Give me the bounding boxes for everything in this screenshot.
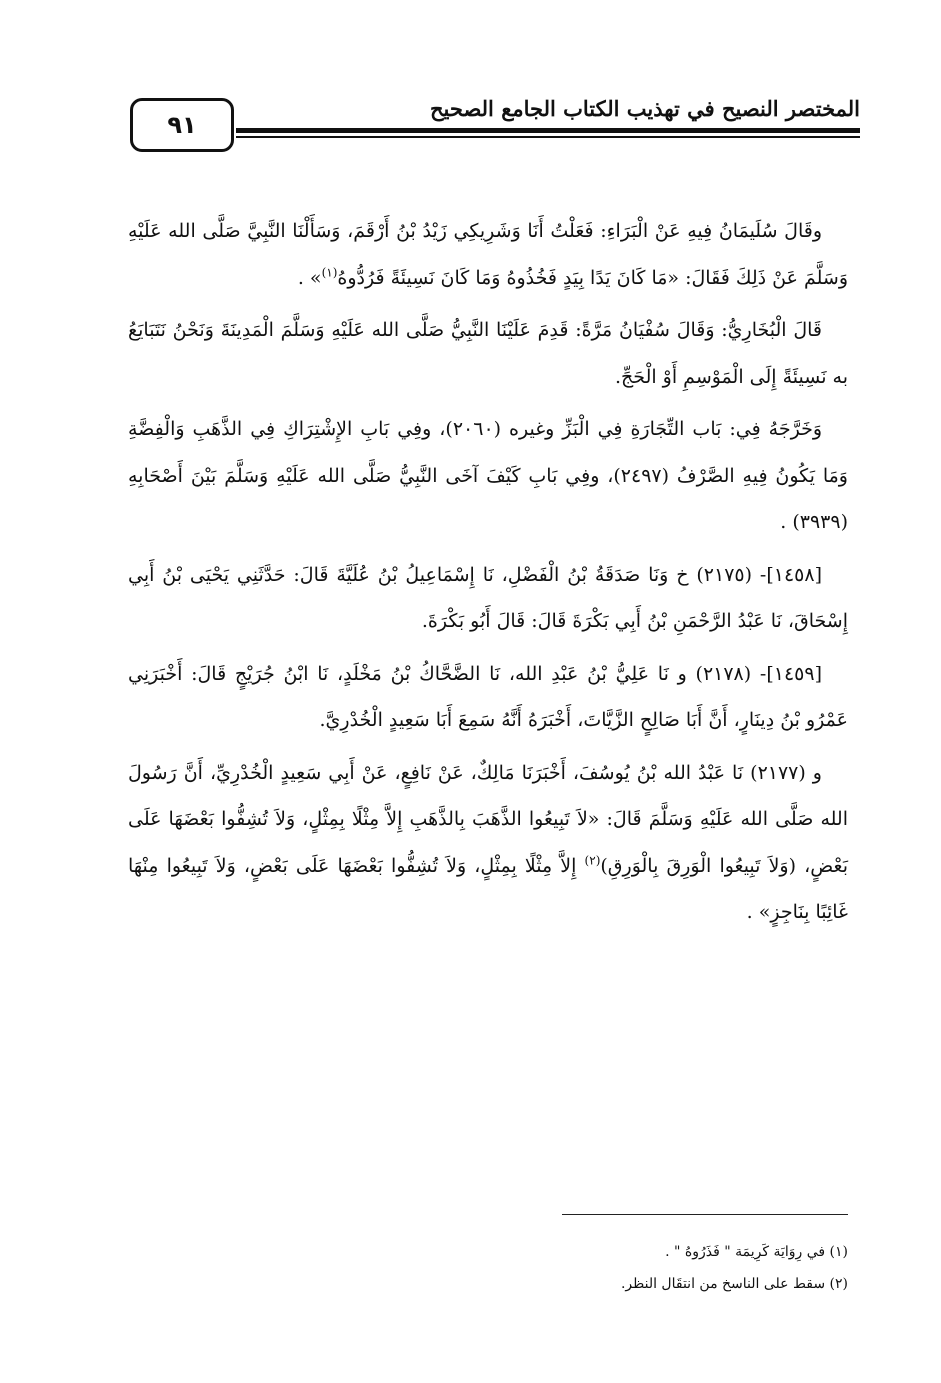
paragraph-takhrij: وَخَرَّجَهُ فِي: بَاب التِّجَارَةِ فِي الْبَزِّ وغيره (٢٠٦٠)، وفِي بَابِ الإِشْتِرَاكِ فِي الذَّهَبِ وَالْفِضَّةِ وَمَا يَكُونُ فِيهِ الصَّرْفُ (٢٤٩٧)، وفِي بَابِ كَيْفَ آخَى النَّبِيُّ صَلَّى الله عَلَيْهِ وَسَلَّمَ بَيْنَ أَصْحَابِهِ (٣٩٣٩) .: [128, 418, 848, 533]
footnote-separator: [562, 1214, 848, 1215]
footnote-ref-2: (٢): [584, 853, 601, 868]
hadith-1459: [١٤٥٩]- (٢١٧٨) و نَا عَلِيُّ بْنُ عَبْدِ الله، نَا الضَّحَّاكُ بْنُ مَخْلَدٍ، نَا ابْنُ جُرَيْجٍ قَالَ: أَخْبَرَنِي عَمْرُو بْنُ دِينَارٍ، أَنَّ أَبَا صَالِحٍ الزَّيَّاتَ، أَخْبَرَهُ أَنَّهُ سَمِعَ أَبَا سَعِيدٍ الْخُدْرِيَّ.: [128, 662, 848, 731]
footnote-1: (١) في رِوَايَة كَرِيمَة " فَذَرُوهُ " .: [665, 1244, 848, 1260]
footnote-ref-1: (١): [321, 265, 338, 280]
header-rule-thick: [236, 128, 860, 133]
footnotes: [400, 1236, 848, 1300]
footnote-2: (٢) سقط على الناسخ من انتقَال النظر.: [620, 1276, 848, 1292]
page-number-box: [130, 98, 234, 152]
paragraph-text-continued: إِلاَّ مِثْلًا بِمِثْلٍ، وَلاَ تُشِفُّوا بَعْضَهَا عَلَى بَعْضٍ، وَلاَ تَبِيعُوا مِنْهَا غَائِبًا بِنَاجِزٍ» .: [128, 854, 848, 923]
paragraph-2177: [128, 750, 848, 936]
page-header: [130, 92, 860, 154]
page-number: ٩١: [167, 111, 197, 139]
paragraph-text: و (٢١٧٧) نَا عَبْدُ الله بْنُ يُوسُفَ، أَخْبَرَنَا مَالِكٌ، عَنْ نَافِعٍ، عَنْ أَبِي سَعِيدٍ الْخُدْرِيِّ، أَنَّ رَسُولَ الله صَلَّى الله عَلَيْهِ وَسَلَّمَ قَالَ: «لاَ تَبِيعُوا الذَّهَبَ بِالذَّهَبِ إِلاَّ مِثْلًا بِمِثْلٍ، وَلاَ تُشِفُّوا بَعْضَهَا عَلَى بَعْضٍ، (وَلاَ تَبِيعُوا الْوَرِقَ بِالْوَرِقِ): [128, 761, 848, 877]
paragraph-text: وقَالَ سُلَيمَانُ فِيهِ عَنْ الْبَرَاءِ: فَعَلْتُ أَنَا وَشَرِيكِي زَيْدُ بْنُ أَرْقَمَ، وَسَأَلْنَا النَّبِيَّ صَلَّى الله عَلَيْهِ وَسَلَّمَ عَنْ ذَلِكَ فَقَالَ: «مَا كَانَ يَدًا بِيَدٍ فَخُذُوهُ وَمَا كَانَ نَسِيئَةً فَرُدُّوهُ: [128, 220, 848, 289]
paragraph-sulayman: [128, 208, 848, 301]
running-title: المختصر النصيح في تهذيب الكتاب الجامع الصحيح: [430, 96, 860, 121]
paragraph-bukhari: قَالَ الْبُخَارِيُّ: وَقَالَ سُفْيَانُ مَرَّةً: قَدِمَ عَلَيْنَا النَّبِيُّ صَلَّى الله عَلَيْهِ وَسَلَّمَ الْمَدِينَةَ وَنَحْنُ نَتَبَايَعُ به نَسِيئَةً إِلَى الْمَوْسِمِ أَوْ الْحَجِّ.: [128, 319, 848, 388]
quote-close: » .: [297, 266, 322, 289]
hadith-1458: [١٤٥٨]- (٢١٧٥) خ وَنَا صَدَقَةُ بْنُ الْفَضْلِ، نَا إِسْمَاعِيلُ بْنُ عُلَيَّةَ قَالَ: حَدَّثَنِي يَحْيَى بْنُ أَبِي إِسْحَاقَ، نَا عَبْدُ الرَّحْمَنِ بْنُ أَبِي بَكْرَةَ قَالَ: قَالَ أَبُو بَكْرَةَ.: [128, 563, 848, 632]
header-rule-thin: [236, 136, 860, 138]
main-text: [128, 208, 848, 936]
